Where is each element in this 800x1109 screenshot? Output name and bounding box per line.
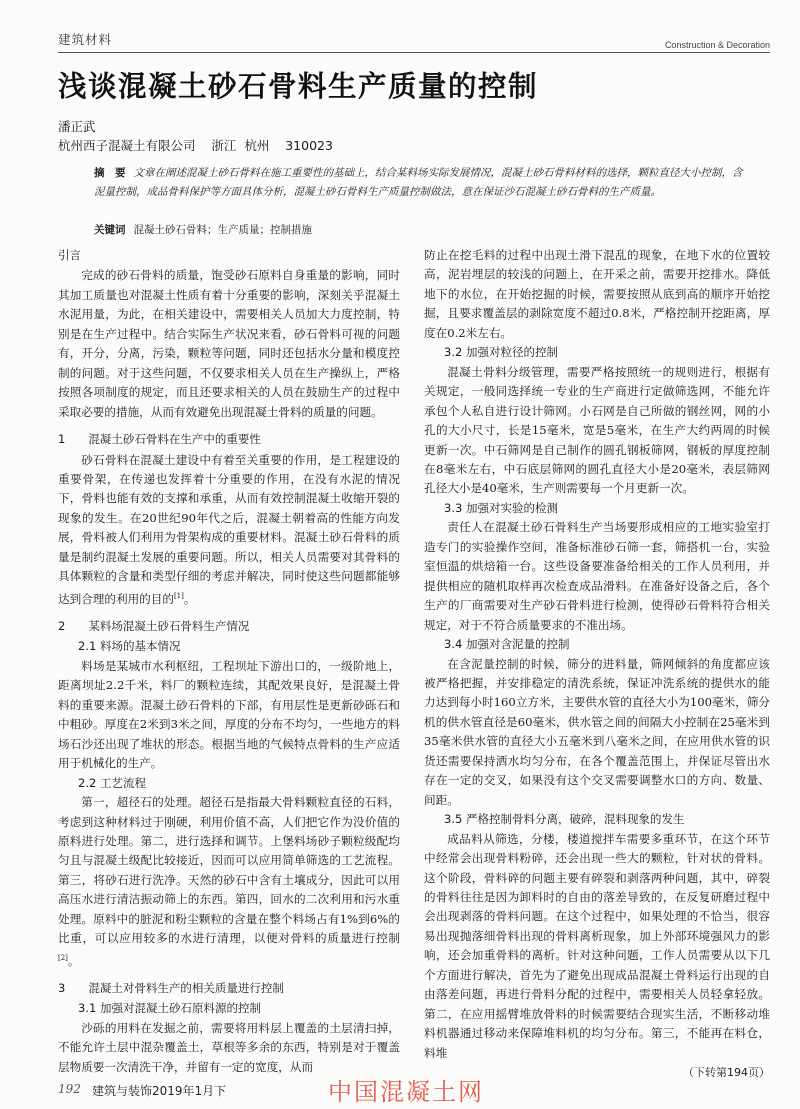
section-3-4-heading: 3.4 加强对含泥量的控制 [444, 637, 570, 652]
intro-paragraph: 完成的砂石骨料的质量，饱受砂石原料自身重量的影响，同时其加工质量也对混凝土性质有着十分重要的影响，深刻关乎混凝土水泥用量，为此，在相关建设中，需要相关人员加大力度控制，特别是在生产过程中。结合实际生产状况来看，砂石骨料可视的问题有，开分，分离，污染，颗粒等问题，同时还包括水分量和模度控制的问题。对于这些问题，不仅要求相关人员在生产操纵上，严格按照各项制度的规定，而且还要求相关的人员在鼓励生产的过程中采取必要的措施，从而有效避免出现混凝土骨料的质量的问题。 [58, 268, 400, 419]
abstract [94, 164, 744, 202]
section-1-text: 砂石骨料在混凝土建设中有着至关重要的作用，是工程建设的重要骨架，在传递也发挥着十分重要的作用，在没有水泥的情况下，骨料也能有效的支撑和承重，从而有效控制混凝土收缩开裂的现象的发生。在20世纪90年代之后，混凝土朝着高的性能方向发展，骨料被人们利用为骨架构成的重要材料。混凝土砂石骨料的质量是制约混凝土发展的重要问题。所以，相关人员需要对其骨料的具体颗粒的含量和类型仔细的考虑并解决，同时使这些问题都能够达到合理的利用的目的 [58, 452, 400, 606]
section-3-5-paragraph: 成品料从筛选，分楼，楼道搅拌车需要多重环节，在这个环节中经常会出现骨料粉碎，还会出现一些大的颗粒，针对状的骨料。这个阶段，骨料碎的问题主要有碎裂和剥落两种问题，其中，碎裂的骨料往往是因为卸料时的自由的落差导致的，在反复研磨过程中会出现剥落的骨料问题。在这个过程中，如果处理的不恰当，很容易出现抛落细骨料出现的骨料离析现象，加上外部环境强风力的影响，还会加重骨料的离析。针对这种问题，工作人员需要从以下几个方面进行解决，首先为了避免出现成品混凝土骨料运行出现的自由落差问题，再进行骨料分配的过程中，需要相关人员轻拿轻放。第二，在应用摇臂堆放骨料的时候需要结合现实生活，不断移动堆料机器通过移动来保障堆料机的均匀分布。第三，不能再在料仓，料堆 [424, 831, 770, 1060]
section-3-heading: 3 混凝土对骨料生产的相关质量进行控制 [58, 981, 284, 996]
citation-1: [1] [173, 591, 184, 600]
citation-2: [2] [58, 953, 68, 962]
section-2-2-paragraph: 第一，超径石的处理。超径石是指最大骨料颗粒直径的石料，考虑到这种材料过于刚硬，利用价值不高，人们把它作为没价值的原料进行处理。第二，进行选择和调节。上堡料场砂子颗粒级配均匀且与混凝土级配比较接近，因而可以应用简单筛选的工艺流程。第三，将砂石进行洗净。天然的砂石中含有土壤成分，因此可以用高压水进行清洁振动筛上的东西。第四，回水的二次利用和污水重处理。原料中的脏泥和粉尘颗粒的含量在整个料场占有1%到6%的比重，可以应用较多的水进行清理，以便对骨料的质量进行控制[2]。 [58, 795, 400, 968]
section-3-1-heading: 3.1 加强对混凝土砂石原料源的控制 [78, 1001, 261, 1016]
keywords [94, 222, 744, 238]
header-section-label: 建筑材料 [58, 32, 113, 47]
section-3-4-paragraph: 在含泥量控制的时候，筛分的进料量，筛网倾斜的角度都应该被严格把握，并安排稳定的清洗系统，保证冲洗系统的提供水的能力达到每小时160立方米，主要供水管的直径大小为100毫米，筛分机的供水管直径是60毫米，供水管之间的间隔大小控制在25毫米到35毫米供水管的直径大小五毫米到八毫米之间，在应用供水管的识货还需要保持洒水均匀分布，在各个覆盖范围上，并保证尽管出水存在一定的交叉，如果没有这个交叉需要调整水口的方向、数量、间距。 [424, 656, 770, 807]
running-header [58, 28, 770, 48]
article-title: 浅谈混凝土砂石骨料生产质量的控制 [58, 70, 539, 103]
section-3-1-paragraph: 沙砾的用料在发掘之前，需要将用料层上覆盖的土层清扫掉，不能允许土层中混杂覆盖土，草根等多余的东西，特别是对于覆盖层物质要一次清洗干净，并留有一定的宽度，从而 [58, 1020, 400, 1074]
abstract-label: 摘 要 [94, 167, 126, 179]
abstract-text: 文章在阐述混凝土砂石骨料在施工重要性的基础上，结合某料场实际发展情况，混凝土砂石骨料材料的选择，颗粒直径大小控制，含泥量控制，成品骨料保护等方面具体分析，混凝土砂石骨料生产质量控制做法，意在保证沙石混凝土砂石骨料的生产质量。 [94, 167, 743, 198]
continued-note: （下转第194页） [683, 1066, 770, 1080]
keywords-text: 混凝土砂石骨料；生产质量；控制措施 [133, 224, 312, 236]
section-1-heading: 1 混凝土砂石骨料在生产中的重要性 [58, 432, 261, 447]
section-2-2-heading: 2.2 工艺流程 [78, 775, 146, 790]
section-2-2-text: 第一，超径石的处理。超径石是指最大骨料颗粒直径的石料，考虑到这种材料过于刚硬，利用价值不高，人们把它作为没价值的原料进行处理。第二，进行选择和调节。上堡料场砂子颗粒级配均匀且与混凝土级配比较接近，因而可以应用简单筛选的工艺流程。第三，将砂石进行洗净。天然的砂石中含有土壤成分，因此可以用高压水进行清洁振动筛上的东西。第四，回水的二次利用和污水重处理。原料中的脏泥和粉尘颗粒的含量在整个料场占有1%到6%的比重，可以应用较多的水进行清理，以便对骨料的质量进行控制 [58, 795, 400, 946]
section-3-1-continued: 防止在挖毛料的过程中出现土滑下混乱的现象，在地下水的位置较高，泥岩埋层的较浅的问题上，在开采之前，需要开挖排水。降低地下的水位，在开始挖掘的时候，需要按照从底到高的顺序开始挖掘，且要求覆盖层的剥除宽度不超过0.8米，严格控制开挖距离，厚度在0.2米左右。 [424, 248, 770, 340]
keywords-label: 关键词 [94, 224, 126, 236]
section-2-heading: 2 某料场混凝土砂石骨料生产情况 [58, 619, 250, 634]
section-3-3-paragraph: 责任人在混凝土砂石骨料生产当场要形成相应的工地实验室打造专门的实验操作空间，准备标准砂石筛一套，筛搭机一台，实验室恒温的烘焙箱一台。这些设备要准备给相关的工作人员利用，并提供相应的随机取样再次检查成品滑料。在准备好设备之后，各个生产的厂商需要对生产砂石骨料进行检测，使得砂石骨料符合相关规定，对于不符合质量要求的不准出场。 [424, 520, 770, 632]
page-number: 192 [58, 1082, 81, 1096]
section-3-3-heading: 3.3 加强对实验的检测 [444, 500, 558, 515]
footer-journal: 建筑与装饰2019年1月下 [92, 1084, 227, 1098]
section-3-2-paragraph: 混凝土骨料分级管理，需要严格按照统一的规则进行，根据有关规定，一般同选择统一专业的生产商进行定做筛选网，不能允许承包个人私自进行设计筛网。小石网是自己所做的钢丝网，网的小孔的大小尺寸，长是15毫米，宽是5毫米，在生产大约两周的时候更新一次。中石筛网是自己制作的圆孔钢板筛网，钢板的厚度控制在8毫米左右，中石底层筛网的圆孔直径大小是20毫米，表层筛网孔径大小是40毫米，生产则需要每一个月更新一次。 [424, 364, 770, 496]
section-1-paragraph: 砂石骨料在混凝土建设中有着至关重要的作用，是工程建设的重要骨架，在传递也发挥着十分重要的作用，在没有水泥的情况下，骨料也能有效的支撑和承重，从而有效控制混凝土收缩开裂的现象的发生。在20世纪90年代之后，混凝土朝着高的性能方向发展，骨料被人们利用为骨架构成的重要材料。混凝土砂石骨料的质量是制约混凝土发展的重要问题。所以，相关人员需要对其骨料的具体颗粒的含量和类型仔细的考虑并解决，同时使这些问题都能够达到合理的利用的目的[1]。 [58, 452, 400, 606]
section-2-1-paragraph: 料场是某城市水利枢纽，工程坝址下游出口的，一级阶地上，距离坝址2.2千米，料厂的颗粒连续，其配效果良好，是混凝土骨料的重要来源。混凝土砂石骨料的下部，有用层性是更新砂砾石和中粗砂。厚度在2米到3米之间，厚度的分布不均匀，一些地方的料场石沙还出现了堆状的形态。根据当地的气候特点骨料的生产应适用于机械化的生产。 [58, 658, 400, 771]
author-affiliation: 杭州西子混凝土有限公司 浙江 杭州 310023 [58, 138, 333, 153]
watermark-text: 中国混凝土网 [328, 1078, 484, 1106]
intro-heading: 引言 [58, 248, 81, 262]
page-footer [58, 1078, 770, 1106]
left-column [58, 246, 400, 1077]
header-journal-label: Construction & Decoration [664, 40, 770, 50]
section-3-2-heading: 3.2 加强对粒径的控制 [444, 345, 558, 360]
section-3-5-heading: 3.5 严格控制骨料分离，破碎，混料现象的发生 [444, 812, 685, 827]
header-rule [58, 52, 770, 53]
right-column [424, 246, 770, 1082]
section-2-1-heading: 2.1 料场的基本情况 [78, 639, 181, 654]
author-name: 潘正武 [58, 119, 96, 134]
